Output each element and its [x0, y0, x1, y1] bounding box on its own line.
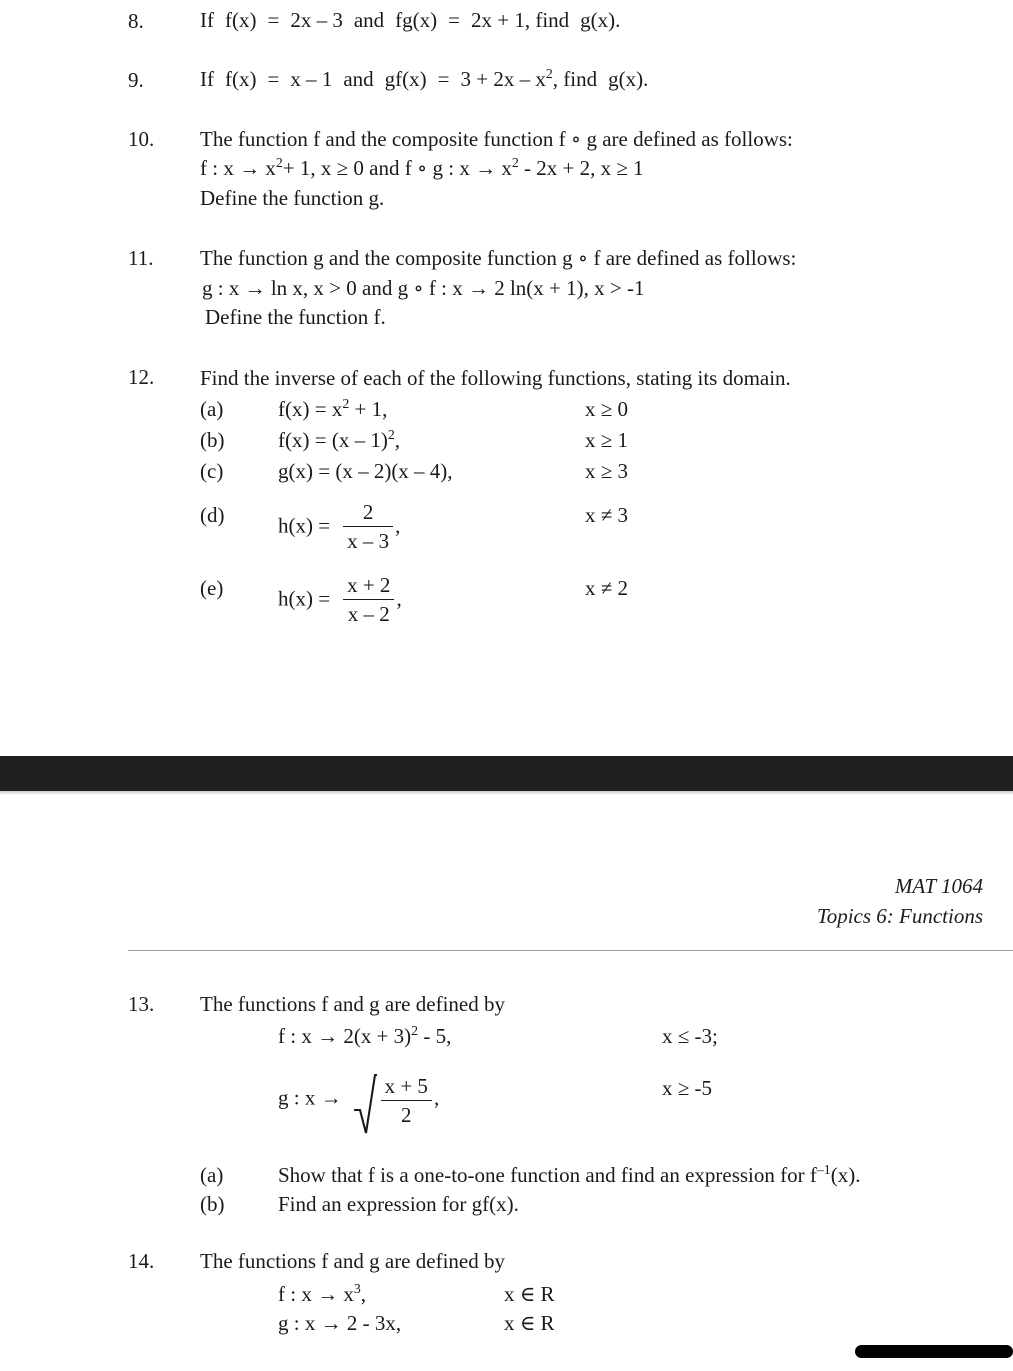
- question-9-number: 9.: [128, 68, 144, 92]
- q12a-exponent: 2: [342, 396, 350, 411]
- q13-f-post: - 5,: [418, 1024, 452, 1048]
- question-12-item-e-domain: x ≠ 2: [585, 576, 629, 600]
- q8-rhs2: 2x + 1, find: [470, 8, 570, 32]
- q10-fog-tail: - 2x + 2, x ≥ 1: [518, 156, 644, 180]
- q9-fx: f(x): [225, 67, 257, 91]
- question-13-f-domain: x ≤ -3;: [662, 1024, 718, 1048]
- q13-g-numerator: x + 5: [384, 1074, 428, 1098]
- question-12-item-d-domain: x ≠ 3: [585, 503, 629, 527]
- question-12-item-a-label: (a): [200, 397, 224, 421]
- q12a-expr-post: + 1,: [349, 397, 388, 421]
- q13-g-fraction: [379, 1073, 434, 1128]
- question-12-item-b-expression: [278, 425, 400, 455]
- question-12-item-d-label: (d): [200, 503, 225, 527]
- question-13-part-a-text: [278, 1160, 860, 1190]
- q12e-fraction: [341, 572, 396, 627]
- q9-eq1: =: [267, 67, 280, 91]
- q12b-exponent: 2: [387, 427, 395, 442]
- q13a-text-pre: Show that f is a one-to-one function and find an expression for f: [278, 1163, 817, 1187]
- question-12-item-c-label: (c): [200, 459, 224, 483]
- question-13-g-definition: [278, 1070, 439, 1129]
- q12e-comma: ,: [396, 586, 402, 611]
- header-divider-rule: [128, 950, 1013, 951]
- question-12-item-d-expression: [278, 500, 400, 555]
- q9-rhs1: x – 1: [290, 67, 333, 91]
- q13-g-comma: ,: [433, 1085, 440, 1110]
- question-10-line-3: Define the function g.: [200, 186, 385, 210]
- q8-find: g(x).: [580, 8, 621, 32]
- q9-findlabel: , find: [552, 67, 598, 91]
- question-13-part-b-label: (b): [200, 1192, 225, 1216]
- question-11-line-2: g : x → ln x, x > 0 and g ∘ f : x → 2 ln(x + 1), x > -1: [202, 276, 645, 300]
- q9-gfx: gf(x): [384, 67, 427, 91]
- page-separator-shadow: [0, 791, 1013, 795]
- running-header-topic: Topics 6: Functions: [816, 904, 983, 928]
- question-12-number: 12.: [128, 365, 155, 389]
- q13-f-pre: f : x → 2(x + 3): [278, 1024, 412, 1048]
- question-13-part-b-text: [278, 1189, 519, 1219]
- q13-radicand: [379, 1074, 434, 1129]
- running-header-course-code: MAT 1064: [894, 874, 983, 898]
- question-12-item-a-expression: [278, 394, 387, 424]
- q12a-expr-pre: f(x) = x: [278, 397, 343, 421]
- question-12-item-b-label: (b): [200, 428, 225, 452]
- question-14-g-domain: x ∈ R: [504, 1311, 555, 1335]
- q10-exponent-2: 2: [511, 155, 519, 170]
- question-12-line-1: Find the inverse of each of the following functions, stating its domain.: [200, 366, 791, 390]
- q10-f-map: f : x → x: [200, 156, 276, 180]
- q8-eq1: =: [267, 8, 280, 32]
- q13-g-denominator: 2: [401, 1103, 412, 1127]
- q12d-fraction-bar: [343, 526, 393, 527]
- q8-fgx: fg(x): [395, 8, 438, 32]
- q14-f-post: ,: [360, 1282, 367, 1306]
- q8-rhs1: 2x – 3: [290, 8, 343, 32]
- q13-f-exponent: 2: [411, 1023, 419, 1038]
- question-11-number: 11.: [128, 246, 154, 270]
- question-10-line-1: The function f and the composite function f ∘ g are defined as follows:: [200, 127, 793, 151]
- question-12-item-c-domain: x ≥ 3: [585, 459, 629, 483]
- q9-if: If: [200, 67, 214, 91]
- question-12-item-c-expression: [278, 456, 453, 486]
- q12d-comma: ,: [395, 513, 401, 538]
- q12e-denominator: x – 2: [347, 602, 390, 626]
- q12d-denominator: x – 3: [347, 529, 390, 553]
- question-13-line-1: The functions f and g are defined by: [200, 992, 505, 1016]
- q13-g-fraction-bar: [381, 1100, 432, 1101]
- q8-fx: f(x): [225, 8, 257, 32]
- q8-if: If: [200, 8, 214, 32]
- q12b-expr-post: ,: [394, 428, 400, 452]
- q12b-expr-pre: f(x) = (x – 1): [278, 428, 388, 452]
- q9-and: and: [343, 67, 374, 91]
- q12e-lhs: h(x) =: [278, 586, 331, 611]
- q8-eq2: =: [448, 8, 460, 32]
- question-14-f-domain: x ∈ R: [504, 1282, 555, 1306]
- q9-eq2: =: [437, 67, 450, 91]
- question-12-item-b-domain: x ≥ 1: [585, 428, 629, 452]
- q14-f-pre: f : x → x: [278, 1282, 354, 1306]
- q13a-text-post: (x).: [830, 1163, 861, 1187]
- question-8-text: [200, 5, 620, 35]
- question-8-number: 8.: [128, 9, 144, 33]
- q8-and: and: [353, 8, 385, 32]
- question-14-f-definition: [278, 1279, 366, 1309]
- question-10-line-2: [200, 153, 644, 183]
- q12d-lhs: h(x) =: [278, 513, 331, 538]
- q12d-numerator: 2: [362, 500, 374, 524]
- question-14-g-definition: g : x → 2 - 3x,: [278, 1311, 402, 1335]
- bottom-scroll-indicator[interactable]: [855, 1345, 1013, 1358]
- q9-gx: g(x).: [608, 67, 649, 91]
- q13a-inverse-exponent: –1: [816, 1162, 831, 1177]
- question-12-item-e-expression: [278, 573, 402, 628]
- question-12-item-a-domain: x ≥ 0: [585, 397, 629, 421]
- question-11-line-3: Define the function f.: [205, 305, 386, 329]
- q10-exponent-1: 2: [275, 155, 283, 170]
- question-13-part-a-label: (a): [200, 1163, 224, 1187]
- q13b-text-pre: Find an expression for gf(x).: [278, 1192, 519, 1216]
- q14-f-exponent: 3: [353, 1281, 361, 1296]
- q13-square-root: [353, 1070, 434, 1129]
- q10-fog-map: + 1, x ≥ 0 and f ∘ g : x → x: [282, 156, 512, 180]
- question-11-line-1: The function g and the composite function g ∘ f are defined as follows:: [200, 246, 797, 270]
- question-13-number: 13.: [128, 992, 155, 1016]
- page-separator-band: [0, 756, 1013, 791]
- q13-g-lhs: g : x →: [278, 1085, 342, 1110]
- question-13-g-domain: x ≥ -5: [662, 1076, 713, 1100]
- question-10-number: 10.: [128, 127, 155, 151]
- question-14-line-1: The functions f and g are defined by: [200, 1249, 505, 1273]
- q12e-fraction-bar: [343, 599, 394, 600]
- q9-exponent: 2: [545, 66, 553, 81]
- question-12-item-e-label: (e): [200, 576, 224, 600]
- question-14-number: 14.: [128, 1249, 155, 1273]
- radical-sign-icon: [353, 1072, 377, 1136]
- q12d-fraction: [341, 499, 395, 554]
- q12c-expr-pre: g(x) = (x – 2)(x – 4),: [278, 459, 453, 483]
- q12e-numerator: x + 2: [347, 573, 391, 597]
- q9-rhs2: 3 + 2x – x: [460, 67, 546, 91]
- question-13-f-definition: [278, 1021, 451, 1051]
- question-9-text: [200, 64, 648, 94]
